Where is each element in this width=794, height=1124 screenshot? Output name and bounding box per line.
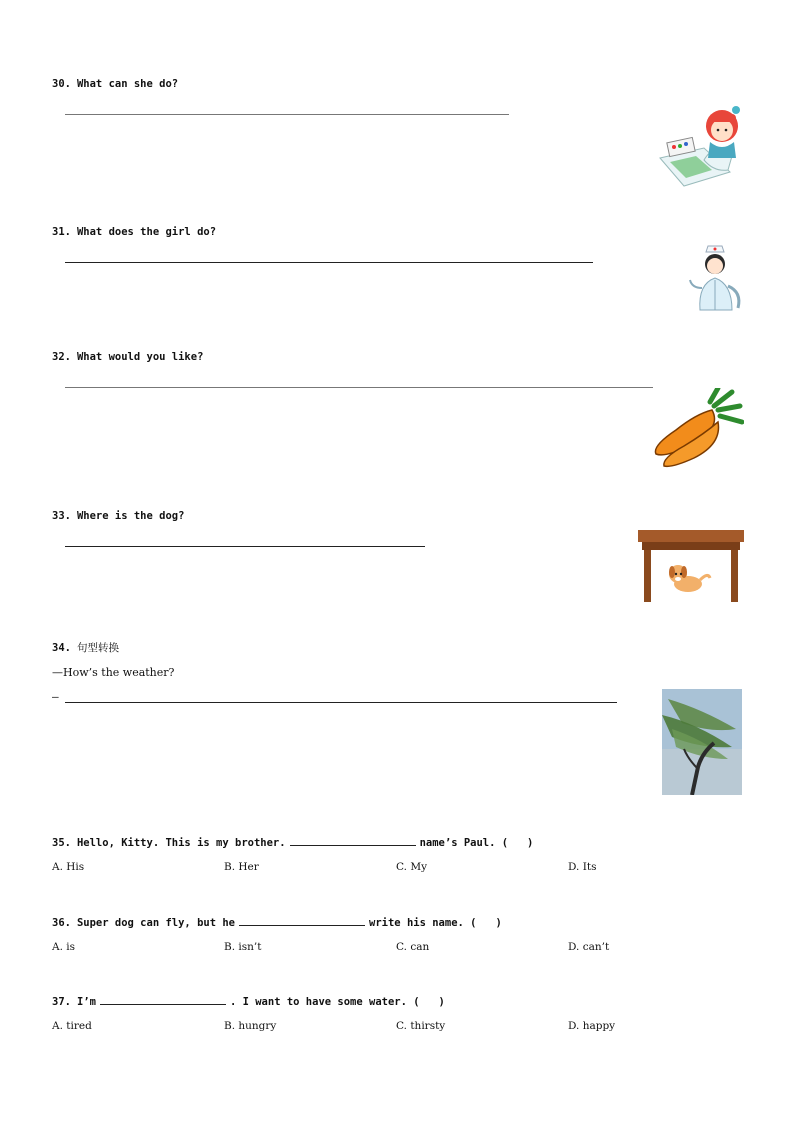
answer-line-30[interactable] — [65, 114, 509, 115]
nurse-icon — [688, 244, 746, 314]
question-number: 37. — [52, 996, 71, 1008]
option-c[interactable]: C. My — [396, 861, 428, 873]
question-number: 30. — [52, 78, 71, 90]
option-c[interactable]: C. can — [396, 941, 430, 953]
option-a[interactable]: A. is — [52, 941, 76, 953]
question-number: 34. — [52, 642, 71, 654]
option-c[interactable]: C. thirsty — [396, 1020, 446, 1032]
option-b[interactable]: B. hungry — [224, 1020, 277, 1032]
question-31 — [52, 226, 216, 238]
question-30 — [52, 78, 178, 90]
option-b[interactable]: B. isn’t — [224, 941, 262, 953]
question-32 — [52, 351, 203, 363]
option-a[interactable]: A. tired — [52, 1020, 92, 1032]
question-number: 35. — [52, 837, 71, 849]
question-34-prompt: —How’s the weather? — [52, 666, 175, 679]
option-d[interactable]: D. can’t — [568, 941, 610, 953]
option-a[interactable]: A. His — [52, 861, 85, 873]
question-36 — [52, 915, 502, 929]
fill-blank[interactable] — [100, 994, 226, 1005]
fill-blank[interactable] — [239, 915, 365, 926]
question-number: 32. — [52, 351, 71, 363]
girl-painting-icon — [656, 100, 744, 188]
question-number: 33. — [52, 510, 71, 522]
question-text-before: Hello, Kitty. This is my brother. — [76, 837, 286, 849]
question-number: 36. — [52, 917, 71, 929]
question-35 — [52, 835, 533, 849]
question-34 — [52, 640, 119, 655]
answer-line-31[interactable] — [65, 262, 593, 263]
question-37 — [52, 994, 445, 1008]
option-d[interactable]: D. happy — [568, 1020, 616, 1032]
answer-line-32[interactable] — [65, 387, 653, 388]
answer-line-33[interactable] — [65, 546, 425, 547]
fill-blank[interactable] — [290, 835, 416, 846]
question-text-after: name’s Paul. ( ) — [419, 837, 534, 849]
windy-tree-photo — [662, 689, 742, 795]
option-b[interactable]: B. Her — [224, 861, 259, 873]
question-title: 句型转换 — [76, 642, 119, 654]
carrot-icon — [652, 388, 744, 470]
answer-dash: — — [52, 690, 59, 703]
question-text-before: Super dog can fly, but he — [76, 917, 236, 929]
question-text: Where is the dog? — [76, 510, 185, 522]
dog-under-table-icon — [638, 530, 744, 602]
question-text: What does the girl do? — [76, 226, 217, 238]
question-number: 31. — [52, 226, 71, 238]
question-33 — [52, 510, 184, 522]
question-text: What can she do? — [76, 78, 179, 90]
question-text-after: . I want to have some water. ( ) — [229, 996, 445, 1008]
answer-line-34[interactable] — [65, 702, 617, 703]
option-d[interactable]: D. Its — [568, 861, 597, 873]
question-text-before: I’m — [76, 996, 96, 1008]
question-text-after: write his name. ( ) — [369, 917, 502, 929]
question-text: What would you like? — [76, 351, 204, 363]
